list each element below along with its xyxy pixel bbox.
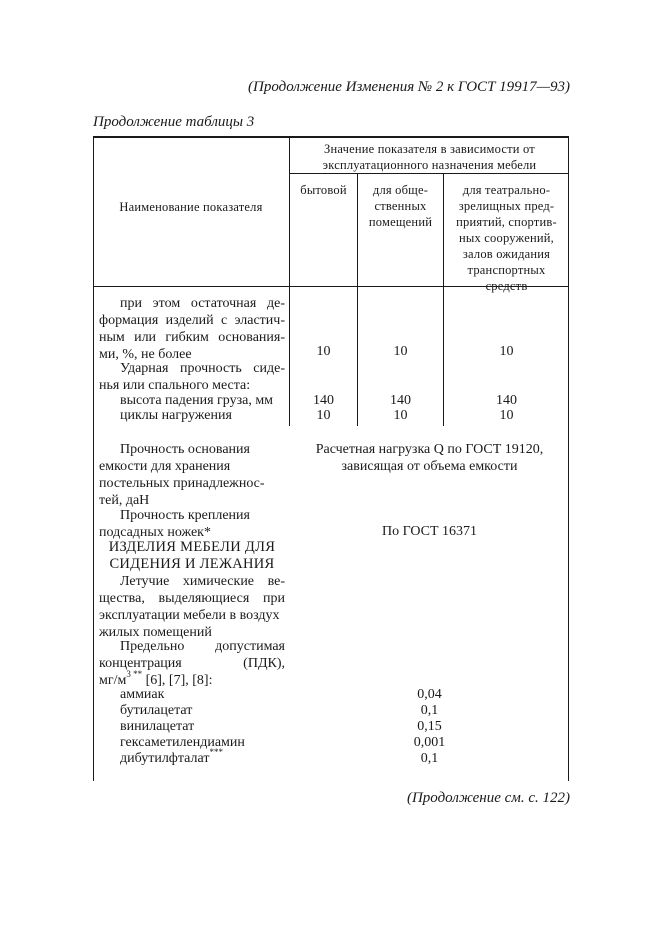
substance-name: аммиак bbox=[120, 687, 165, 702]
row-residual-deformation-label bbox=[99, 295, 285, 363]
public-line-1: для обще- bbox=[372, 183, 429, 197]
row-drop-height-label: высота падения груза, мм bbox=[120, 393, 274, 408]
column-header-public bbox=[358, 182, 443, 230]
volatile-line-1: Летучие химические ве- bbox=[120, 574, 285, 589]
group-header-line-1: Значение показателя в зависимости от bbox=[324, 142, 535, 156]
theatre-line-7: средств bbox=[485, 279, 528, 293]
row-cycles-label: циклы нагружения bbox=[120, 408, 232, 423]
substance-name-text: дибутилфталат bbox=[120, 751, 210, 766]
cycles-value-home: 10 bbox=[316, 408, 331, 423]
continuation-footer: (Продолжение см. с. 122) bbox=[406, 790, 570, 806]
base-line-2: емкости для хранения bbox=[99, 459, 231, 474]
table-continuation-label: Продолжение таблицы 3 bbox=[93, 114, 255, 130]
residual-value-theatre: 10 bbox=[499, 344, 514, 359]
public-line-3: помещений bbox=[368, 215, 433, 229]
base-value-line-1: Расчетная нагрузка Q по ГОСТ 19120, bbox=[315, 442, 544, 457]
row-mac-label bbox=[99, 638, 285, 689]
substance-value: 0,001 bbox=[413, 735, 446, 750]
substance-value: 0,04 bbox=[417, 687, 442, 702]
table-3 bbox=[93, 136, 569, 781]
group-header-line-2: эксплуатационного назначения мебели bbox=[322, 158, 537, 172]
drop-height-value-theatre: 140 bbox=[496, 393, 517, 408]
section-title bbox=[99, 539, 285, 573]
substance-name: бутилацетат bbox=[120, 703, 193, 718]
substance-value: 0,1 bbox=[420, 703, 439, 718]
legs-value: По ГОСТ 16371 bbox=[381, 524, 478, 539]
row-legs-label bbox=[99, 507, 285, 541]
row-impact-strength-label bbox=[99, 360, 285, 394]
mac-refs: [6], [7], [8]: bbox=[142, 673, 213, 688]
residual-value-public: 10 bbox=[393, 344, 408, 359]
theatre-line-5: залов ожидания bbox=[462, 247, 551, 261]
impact-line-2: нья или спального места: bbox=[99, 378, 251, 393]
group-header-underline bbox=[289, 173, 569, 174]
mac-line-2: концентрация (ПДК), bbox=[99, 656, 285, 671]
base-line-1: Прочность основания bbox=[120, 442, 250, 457]
public-line-2: ственных bbox=[374, 199, 427, 213]
impact-line-1: Ударная прочность сиде- bbox=[120, 361, 285, 376]
residual-value-home: 10 bbox=[316, 344, 331, 359]
theatre-line-6: транспортных bbox=[467, 263, 546, 277]
residual-line-2: формация изделий с эластич- bbox=[99, 313, 285, 328]
cycles-value-public: 10 bbox=[393, 408, 408, 423]
base-line-3: постельных принадлежнос- bbox=[99, 476, 265, 491]
legs-line-2: подсадных ножек* bbox=[99, 525, 211, 540]
volatile-line-2: щества, выделяющиеся при bbox=[99, 591, 285, 606]
residual-line-1: при этом остаточная де- bbox=[120, 296, 285, 311]
table-border-top bbox=[93, 136, 569, 138]
row-volatile-label bbox=[99, 573, 285, 641]
substance-name: гексаметилендиамин bbox=[120, 735, 245, 750]
volatile-line-4: жилых помещений bbox=[99, 625, 212, 640]
drop-height-value-home: 140 bbox=[313, 393, 334, 408]
substance-name bbox=[120, 747, 223, 767]
base-value-line-2: зависящая от объема емкости bbox=[341, 459, 518, 474]
residual-line-3: ным или гибким основания- bbox=[99, 330, 285, 345]
name-column-divider bbox=[289, 136, 290, 426]
mac-line-1: Предельно допустимая bbox=[120, 639, 285, 654]
base-line-4: тей, даН bbox=[99, 493, 150, 508]
mac-unit-sup: 3 ** bbox=[126, 669, 143, 680]
theatre-line-4: ных сооружений, bbox=[459, 231, 554, 245]
substance-sup: *** bbox=[209, 747, 223, 758]
column-header-theatre bbox=[444, 182, 569, 294]
volatile-line-3: эксплуатации мебели в воздух bbox=[99, 608, 280, 623]
mac-unit: мг/м bbox=[99, 673, 127, 688]
section-title-line-2: СИДЕНИЯ И ЛЕЖАНИЯ bbox=[109, 556, 275, 572]
theatre-line-3: приятий, спортив- bbox=[456, 215, 557, 229]
drop-height-value-public: 140 bbox=[390, 393, 411, 408]
theatre-line-1: для театрально- bbox=[462, 183, 551, 197]
continuation-header: (Продолжение Изменения № 2 к ГОСТ 19917—93) bbox=[248, 79, 570, 95]
theatre-line-2: зрелищных пред- bbox=[458, 199, 555, 213]
table-border-left bbox=[93, 136, 94, 781]
column-group-header bbox=[290, 141, 569, 173]
base-strength-value bbox=[290, 441, 569, 475]
row-base-strength-label bbox=[99, 441, 285, 509]
section-title-line-1: ИЗДЕЛИЯ МЕБЕЛИ ДЛЯ bbox=[108, 539, 276, 555]
cycles-value-theatre: 10 bbox=[499, 408, 514, 423]
column-header-home: бытовой bbox=[300, 183, 347, 197]
legs-line-1: Прочность крепления bbox=[120, 508, 250, 523]
substance-name: винилацетат bbox=[120, 719, 195, 734]
substance-value: 0,15 bbox=[417, 719, 442, 734]
substance-value: 0,1 bbox=[420, 751, 439, 766]
column-header-name: Наименование показателя bbox=[119, 200, 263, 214]
residual-line-4: ми, %, не более bbox=[99, 347, 192, 362]
